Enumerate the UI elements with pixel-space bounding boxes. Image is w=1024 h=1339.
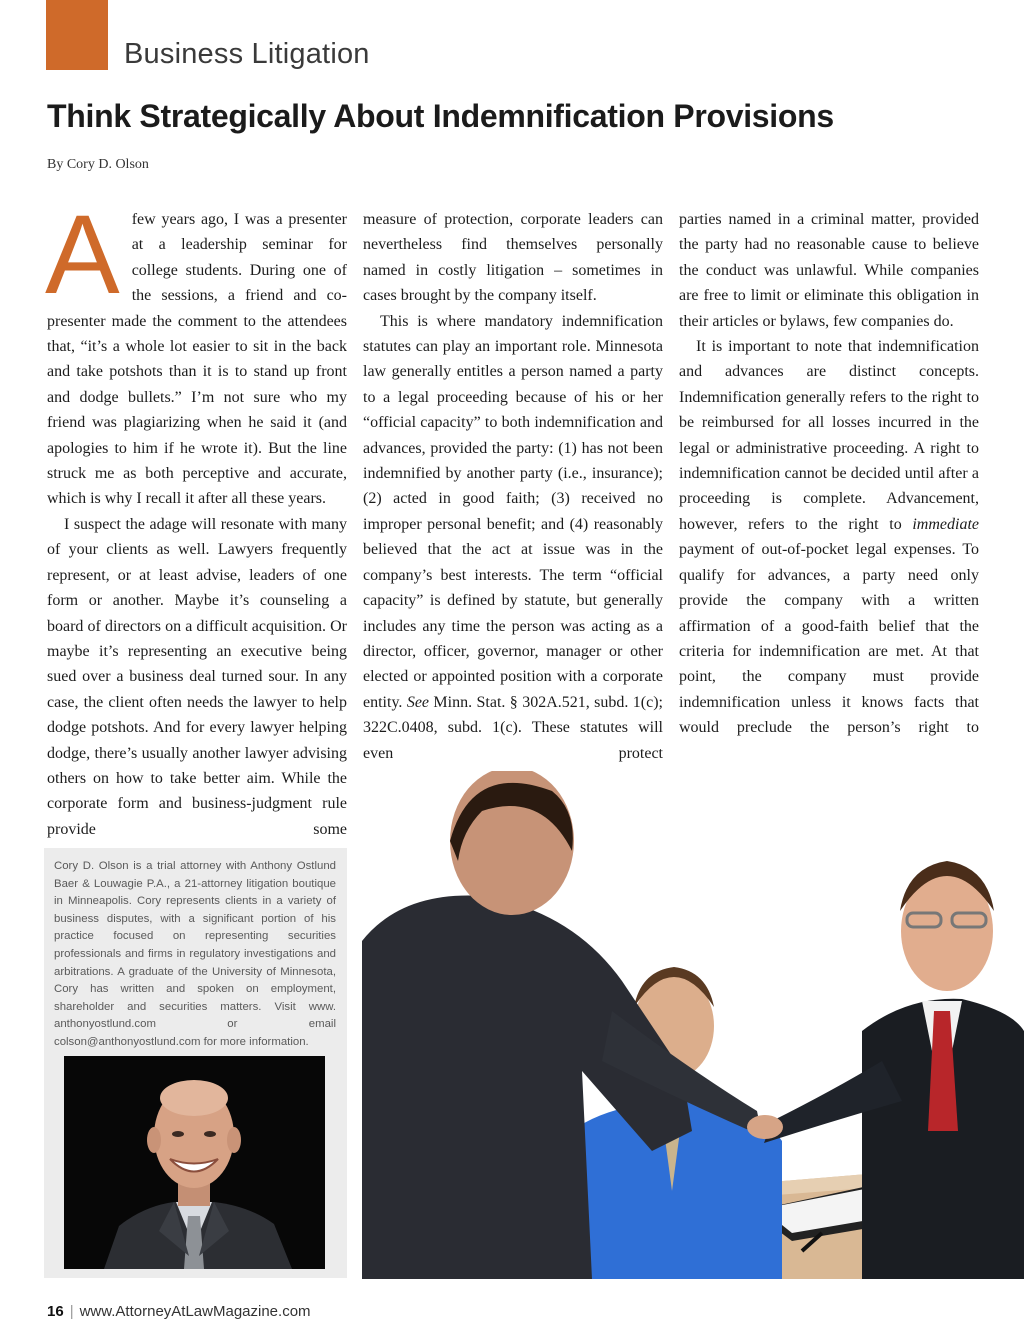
article-column-2 [363, 207, 663, 766]
drop-cap: A [45, 192, 120, 317]
article-column-1 [45, 192, 347, 842]
article-title: Think Strategically About Indemnification Provisions [47, 98, 834, 134]
see-signal: See [406, 693, 430, 711]
article-column-3 [679, 207, 979, 741]
footer-divider: | [69, 1303, 74, 1320]
paragraph: measure of protection, corporate leaders can nevertheless find themselves personally named in costly litigation – sometimes in cases brought by the company itself. [363, 211, 663, 305]
author-bio-box [44, 848, 347, 1278]
page-number: 16 [47, 1303, 64, 1320]
magazine-url: www.AttorneyAtLawMagazine.com [79, 1303, 311, 1320]
author-headshot-photo [64, 1056, 325, 1269]
paragraph: It is important to note that indemnification and advances are distinct concepts. Indemnification generally refers to the right to be reimbursed for all losses incurred in the legal or administrative proceeding. A right to indemnification cannot be decided until after a proceeding is complete. Advancement, however, refers to the right to immediate payment of out-of-pocket legal expenses. To qualify for advances, a party need only provide the company with a written affirmation of a good-faith belief that the criteria for indemnification are met. At that point, the company must provide indemnification unless it knows facts that would preclude the person’s right to [679, 338, 980, 737]
section-label: Business Litigation [124, 38, 370, 70]
paragraph: Afew years ago, I was a presenter at a leadership seminar for college students. During one of the sessions, a friend and co-presenter made the comment to the attendees that, “it’s a whole lot easier to sit in the back and take potshots than it is to stand up front and dodge bullets.” I’m not sure who my friend was plagiarizing when he said it (and apologies to him if he wrote it). But the line struck me as both perceptive and accurate, which is why I recall it after all these years. [45, 192, 347, 508]
author-bio-text: Cory D. Olson is a trial attorney with Anthony Ostlund Baer & Louwagie P.A., a 21-attorney litigation boutique in Minneapolis. Cory represents clients in a variety of business disputes, with a significant portion of his practice focused on representing securities professionals and firms in regulatory investigations and arbitrations. A graduate of the University of Minnesota, Cory has written and spoken on employment, shareholder and securities matters. Visit www. anthonyostlund.com or email colson@anthonyostlund.com for more information. [54, 860, 336, 1048]
section-accent-block [46, 0, 108, 70]
page-footer [47, 1303, 311, 1320]
handshake-meeting-photo [362, 771, 1024, 1279]
paragraph: This is where mandatory indemnification statutes can play an important role. Minnesota law generally entitles a person named a party to a legal proceeding because of his or her “official capacity” to both indemnification and advances, provided the party: (1) has not been indemnified by another party (i.e., insurance); (2) acted in good faith; (3) received no improper personal benefit; and (4) reasonably believed that the act at issue was in the company’s best interests. The term “official capacity” is defined by statute, but generally includes any time the person was acting as a director, officer, governor, manager or other elected or appointed position with a corporate entity. See Minn. Stat. § 302A.521, subd. 1(c); 322C.0408, subd. 1(c). These statutes will even protect [363, 312, 663, 762]
byline: By Cory D. Olson [47, 157, 149, 172]
paragraph: parties named in a criminal matter, provided the party had no reasonable cause to believe the conduct was unlawful. While companies are free to limit or eliminate this obligation in their articles or bylaws, few companies do. [679, 211, 979, 330]
emphasis-immediate: immediate [912, 515, 980, 533]
paragraph: I suspect the adage will resonate with many of your clients as well. Lawyers frequently represent, or at least advise, leaders of one form or another. Maybe it’s counseling a board of directors on a difficult acquisition. Or maybe it’s representing an executive being sued over a business deal turned sour. In any case, the client often needs the lawyer to help dodge potshots. And for every lawyer helping dodge, there’s usually another lawyer advising others on how to take better aim. While the corporate form and business-judgment rule provide some [47, 515, 347, 838]
